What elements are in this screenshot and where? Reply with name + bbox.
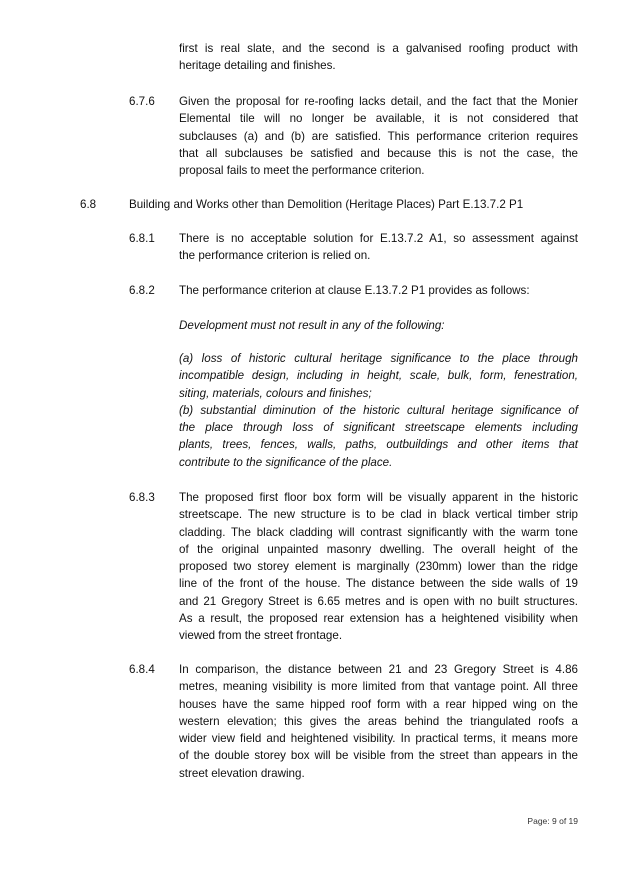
text-line: siting, materials, colours and finishes; <box>179 386 372 400</box>
text-line: of the original unpainted masonry dwelling. The overall height of the <box>179 542 578 556</box>
text-line: The proposed first floor box form will be visually apparent in the historic <box>179 491 578 504</box>
text-line: houses have the same hipped roof form with a rear hipped wing on the <box>179 697 578 711</box>
text-line: contribute to the significance of the place. <box>179 455 393 469</box>
text-line: western elevation; this gives the areas behind the triangulated roofs a <box>179 714 578 728</box>
text-line: cladding. The black cladding will contrast significantly with the warm tone <box>179 525 578 539</box>
text-line: plants, trees, fences, walls, paths, outbuildings and other items that <box>179 438 578 452</box>
text-line: first is real slate, and the second is a galvanised roofing product with <box>179 42 578 55</box>
continuation-paragraph <box>179 40 578 75</box>
quote-lead: Development must not result in any of the following: <box>179 319 445 332</box>
clause-number: 6.8.1 <box>129 232 155 245</box>
section-heading: Building and Works other than Demolition (Heritage Places) Part E.13.7.2 P1 <box>129 198 524 211</box>
clause-number: 6.8.3 <box>129 491 155 504</box>
text-line: proposal fails to meet the performance criterion. <box>179 164 425 178</box>
text-line: As a result, the proposed rear extension has a heightened visibility when <box>179 612 578 626</box>
text-line: Given the proposal for re-roofing lacks detail, and the fact that the Monier <box>179 95 578 108</box>
text-line: In comparison, the distance between 21 and 23 Gregory Street is 4.86 <box>179 663 578 676</box>
quoted-criterion <box>179 350 578 471</box>
text-line: and 21 Gregory Street is 6.65 metres and is open with no built structures. <box>179 594 578 608</box>
clause-6-8-4-paragraph <box>179 661 578 782</box>
clause-6-8-3-paragraph <box>179 489 578 645</box>
text-line: line of the front of the house. The distance between the side walls of 19 <box>179 577 578 591</box>
text-line: subclauses (a) and (b) are satisfied. This performance criterion requires <box>179 129 578 143</box>
text-line: proposed two storey element is marginally (230mm) lower than the ridge <box>179 560 578 574</box>
text-line: (b) substantial diminution of the historic cultural heritage significance of <box>179 403 578 417</box>
clause-number: 6.8.2 <box>129 284 155 297</box>
text-line: the performance criterion is relied on. <box>179 249 371 263</box>
text-line: viewed from the street frontage. <box>179 629 343 643</box>
text-line: street elevation drawing. <box>179 766 305 780</box>
text-line: that all subclauses be satisfied and because this is not the case, the <box>179 146 578 160</box>
text-line: (a) loss of historic cultural heritage significance to the place through <box>179 352 578 365</box>
clause-6-7-6-paragraph <box>179 93 578 179</box>
text-line: heritage detailing and finishes. <box>179 59 336 73</box>
text-line: Elemental tile will no longer be available, it is not considered that <box>179 112 578 126</box>
text-line: There is no acceptable solution for E.13.7.2 A1, so assessment against <box>179 232 578 245</box>
clause-number: 6.8.4 <box>129 663 155 676</box>
text-line: streetscape. The new structure is to be clad in black vertical timber strip <box>179 508 578 522</box>
text-line: wider view field and heightened visibility. In practical terms, it means more <box>179 732 578 746</box>
text-line: incompatible design, including in height, scale, bulk, form, fenestration, <box>179 369 578 383</box>
clause-6-8-2-intro: The performance criterion at clause E.13.7.2 P1 provides as follows: <box>179 284 530 297</box>
text-line: of the double storey box will be visible from the street than appears in the <box>179 749 578 763</box>
page-number: Page: 9 of 19 <box>527 816 578 826</box>
clause-number: 6.7.6 <box>129 95 155 108</box>
text-line: metres, meaning visibility is more limited from that vantage point. All three <box>179 680 578 694</box>
text-line: the place through loss of significant streetscape elements including <box>179 421 578 435</box>
section-number: 6.8 <box>80 198 97 211</box>
clause-6-8-1-paragraph <box>179 230 578 265</box>
